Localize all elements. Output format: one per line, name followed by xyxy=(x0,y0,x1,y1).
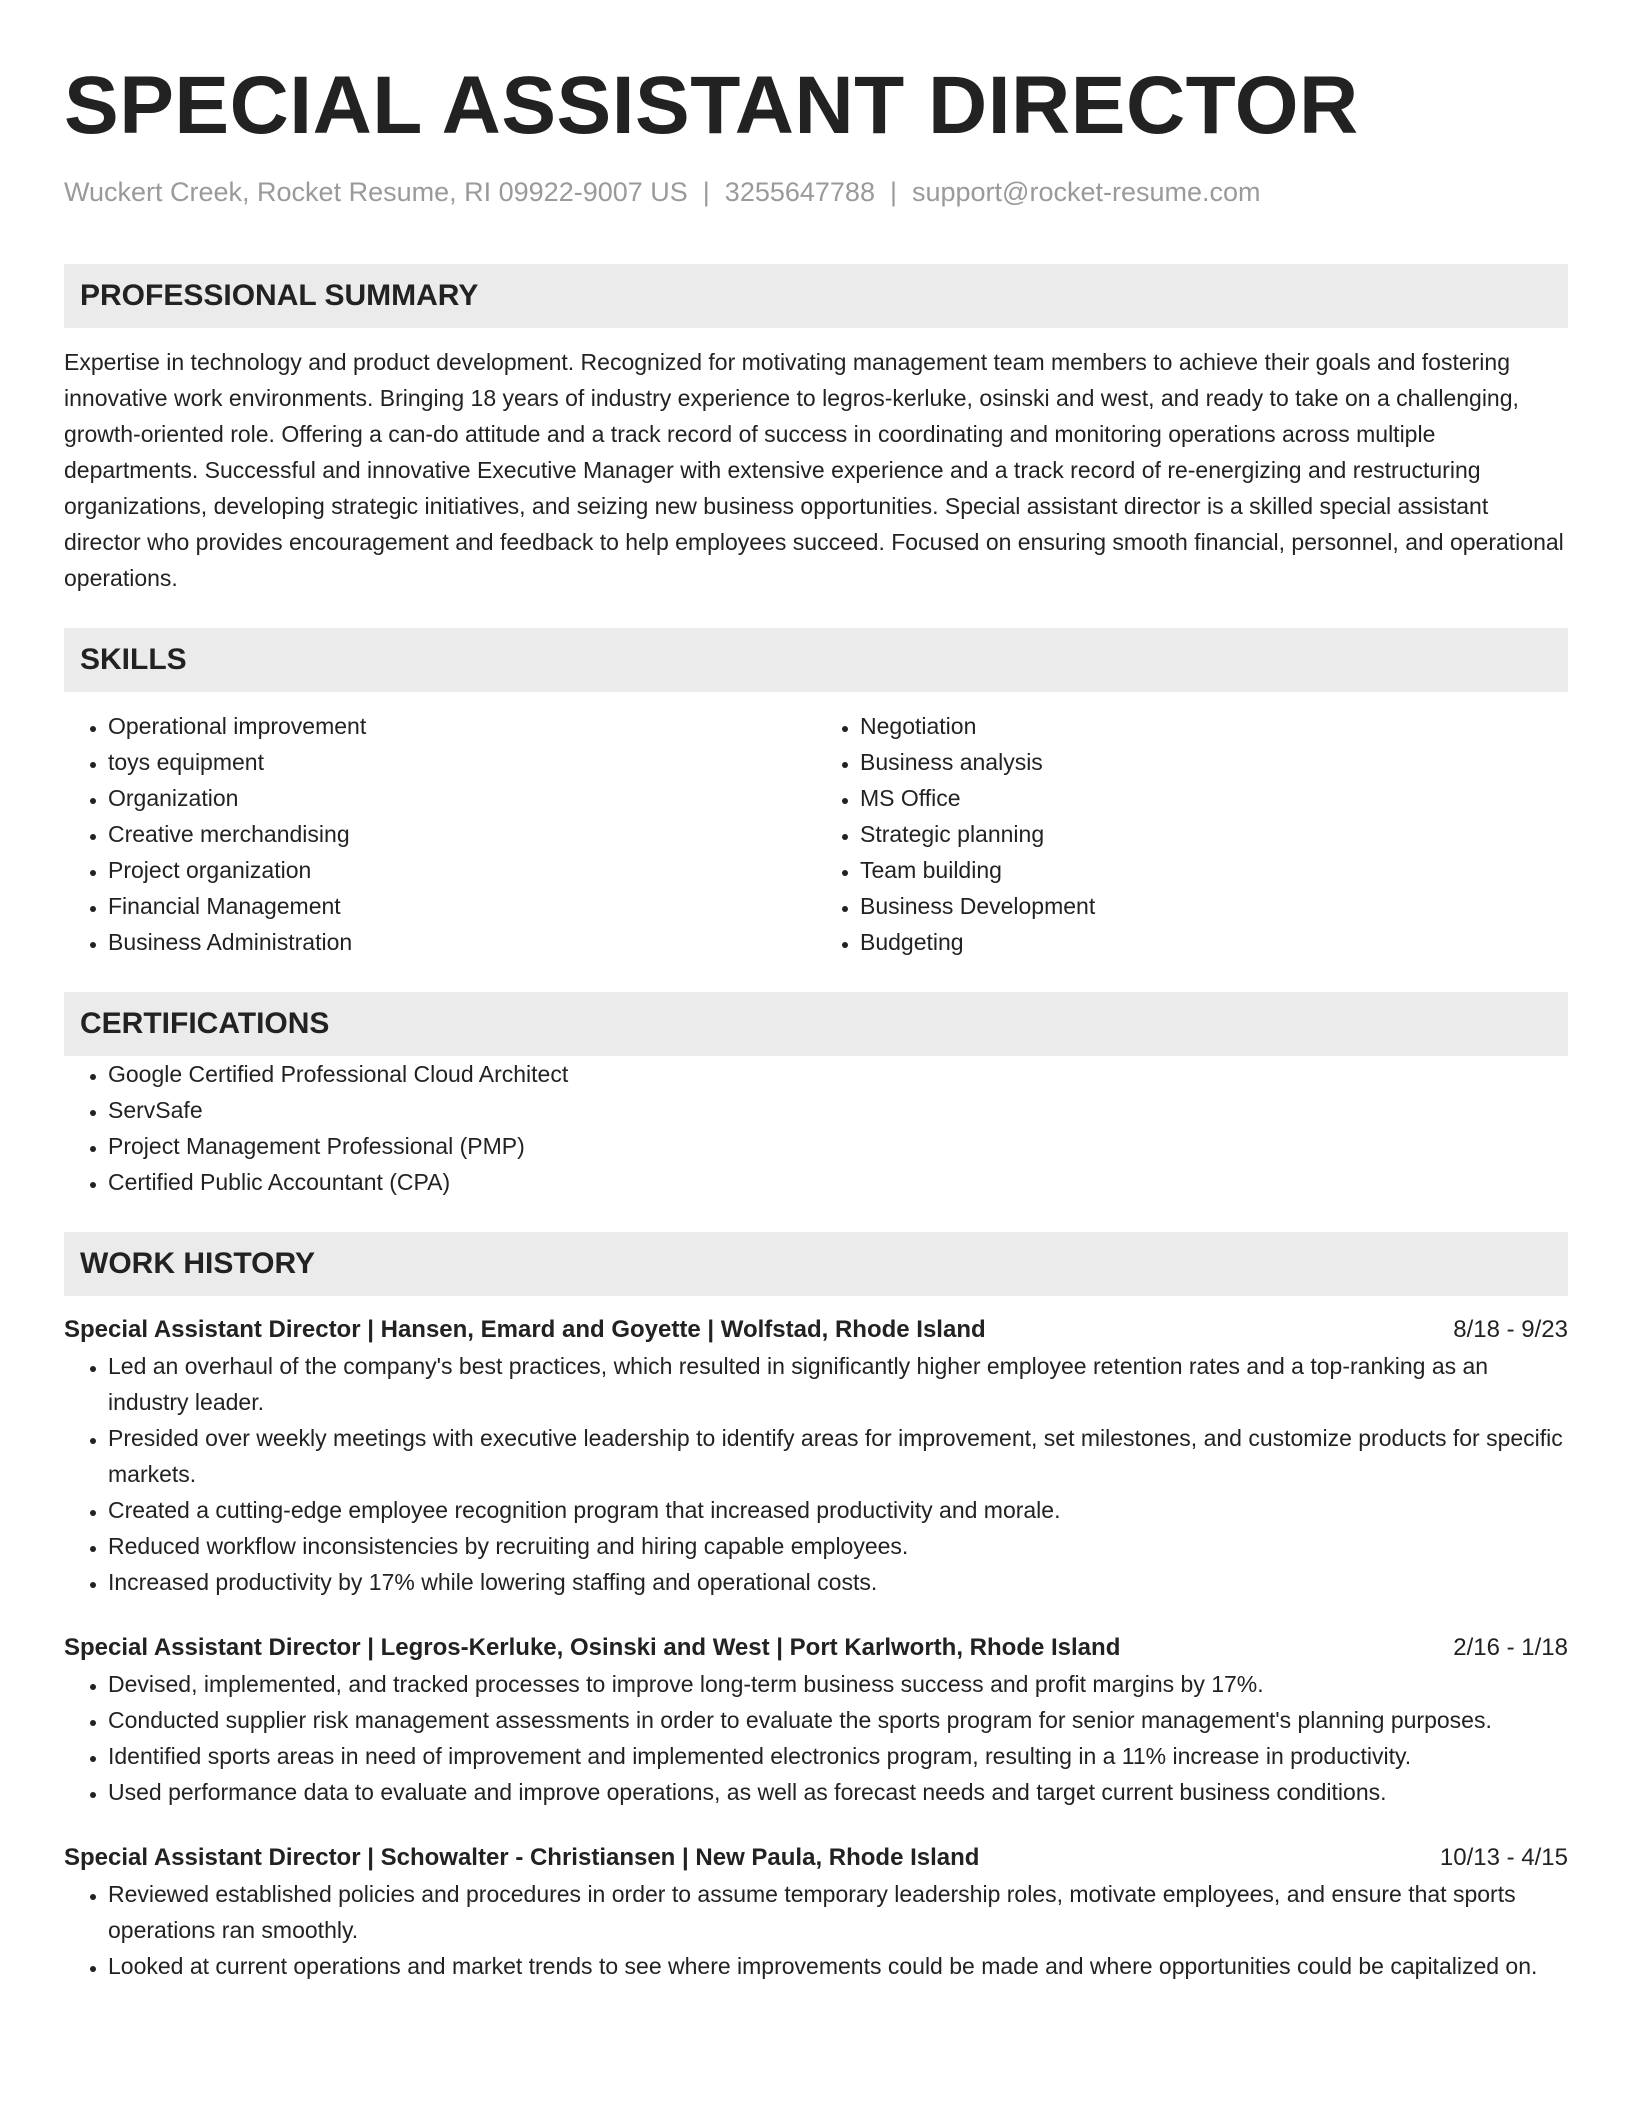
job-dates: 2/16 - 1/18 xyxy=(1453,1634,1568,1661)
skill-item: • Negotiation xyxy=(860,708,1568,744)
address: Wuckert Creek, Rocket Resume, RI 09922-9007 US xyxy=(64,177,688,207)
phone: 3255647788 xyxy=(724,177,875,207)
skill-item: • Business Administration xyxy=(108,924,816,960)
section-header-skills: SKILLS xyxy=(64,628,1568,692)
skill-item: • Organization xyxy=(108,780,816,816)
skill-item: • Strategic planning xyxy=(860,816,1568,852)
job-bullet: • Reviewed established policies and procedures in order to assume temporary leadership roles, motivate employees, and ensure that sports operations ran smoothly. xyxy=(108,1876,1568,1948)
job-dates: 8/18 - 9/23 xyxy=(1453,1316,1568,1343)
job-bullets xyxy=(64,1348,1568,1600)
job-title: Special Assistant Director | Schowalter - Christiansen | New Paula, Rhode Island xyxy=(64,1844,980,1871)
job-dates: 10/13 - 4/15 xyxy=(1439,1844,1568,1871)
job-title: Special Assistant Director | Hansen, Emard and Goyette | Wolfstad, Rhode Island xyxy=(64,1316,986,1343)
skill-item: • toys equipment xyxy=(108,744,816,780)
contact-separator: | xyxy=(889,177,897,207)
job-bullets xyxy=(64,1876,1568,1984)
certification-item: • Certified Public Accountant (CPA) xyxy=(108,1164,1568,1200)
job-header xyxy=(64,1630,1568,1666)
skills-list-right xyxy=(816,708,1568,960)
job-header xyxy=(64,1312,1568,1348)
certifications-list xyxy=(64,1056,1568,1200)
skill-item: • Financial Management xyxy=(108,888,816,924)
job-bullets xyxy=(64,1666,1568,1810)
job-bullet: • Identified sports areas in need of improvement and implemented electronics program, resulting in a 11% increase in productivity. xyxy=(108,1738,1568,1774)
skills-columns xyxy=(64,708,1568,960)
section-header-summary: PROFESSIONAL SUMMARY xyxy=(64,264,1568,328)
job-bullet: • Presided over weekly meetings with executive leadership to identify areas for improvement, set milestones, and customize products for specific markets. xyxy=(108,1420,1568,1492)
job-title: Special Assistant Director | Legros-Kerluke, Osinski and West | Port Karlworth, Rhode Island xyxy=(64,1634,1121,1661)
skill-item: • Budgeting xyxy=(860,924,1568,960)
job-header xyxy=(64,1840,1568,1876)
skill-item: • Business Development xyxy=(860,888,1568,924)
summary-text: Expertise in technology and product development. Recognized for motivating management team members to achieve their goals and fostering innovative work environments. Bringing 18 years of industry experience to legros-kerluke, osinski and west, and ready to take on a challenging, growth-oriented role. Offering a can-do attitude and a track record of success in coordinating and monitoring operations across multiple departments. Successful and innovative Executive Manager with extensive experience and a track record of re-energizing and restructuring organizations, developing strategic initiatives, and seizing new business opportunities. Special assistant director is a skilled special assistant director who provides encouragement and feedback to help employees succeed. Focused on ensuring smooth financial, personnel, and operational operations. xyxy=(64,349,1564,591)
job-bullet: • Looked at current operations and market trends to see where improvements could be made and where opportunities could be capitalized on. xyxy=(108,1948,1568,1984)
section-header-work-history: WORK HISTORY xyxy=(64,1232,1568,1296)
job-bullet: • Devised, implemented, and tracked processes to improve long-term business success and profit margins by 17%. xyxy=(108,1666,1568,1702)
section-header-certifications: CERTIFICATIONS xyxy=(64,992,1568,1056)
skill-item: • Business analysis xyxy=(860,744,1568,780)
contact-separator: | xyxy=(702,177,710,207)
job-bullet: • Created a cutting-edge employee recognition program that increased productivity and morale. xyxy=(108,1492,1568,1528)
candidate-title: SPECIAL ASSISTANT DIRECTOR xyxy=(64,60,1359,151)
job-bullet: • Used performance data to evaluate and improve operations, as well as forecast needs and target current business conditions. xyxy=(108,1774,1568,1810)
certification-item: • Google Certified Professional Cloud Architect xyxy=(108,1056,1568,1092)
skill-item: • Project organization xyxy=(108,852,816,888)
certification-item: • ServSafe xyxy=(108,1092,1568,1128)
certification-item: • Project Management Professional (PMP) xyxy=(108,1128,1568,1164)
skill-item: • Creative merchandising xyxy=(108,816,816,852)
job-bullet: • Conducted supplier risk management assessments in order to evaluate the sports program for senior management's planning purposes. xyxy=(108,1702,1568,1738)
skill-item: • MS Office xyxy=(860,780,1568,816)
skill-item: • Operational improvement xyxy=(108,708,816,744)
job-bullet: • Reduced workflow inconsistencies by recruiting and hiring capable employees. xyxy=(108,1528,1568,1564)
email-link[interactable]: support@rocket-resume.com xyxy=(911,177,1261,207)
skill-item: • Team building xyxy=(860,852,1568,888)
job-bullet: • Increased productivity by 17% while lowering staffing and operational costs. xyxy=(108,1564,1568,1600)
job-bullet: • Led an overhaul of the company's best practices, which resulted in significantly higher employee retention rates and a top-ranking as an industry leader. xyxy=(108,1348,1568,1420)
skills-list-left xyxy=(64,708,816,960)
contact-line xyxy=(64,174,1568,210)
